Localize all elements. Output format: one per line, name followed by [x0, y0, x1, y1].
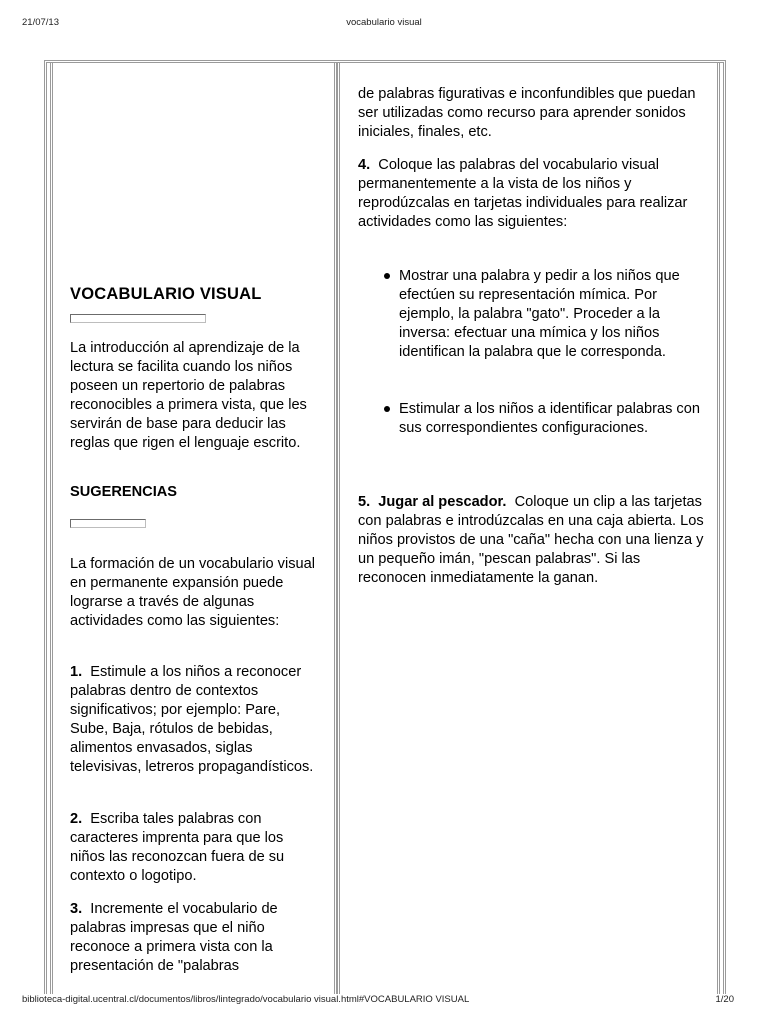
- item-number: 1.: [70, 664, 83, 680]
- list-item-1: [70, 663, 320, 777]
- bullet-icon: [384, 406, 390, 412]
- page-title: VOCABULARIO VISUAL: [70, 285, 262, 303]
- bullet-item-1: Mostrar una palabra y pedir a los niños que efectúen su representación mímica. Por ejemplo, la palabra "gato". Proceder a la inversa: efectuar una mímica y los niños identifican la palabra que le corresponda.: [399, 268, 680, 360]
- title-divider: [70, 314, 206, 323]
- header-date: 21/07/13: [22, 17, 59, 28]
- item-text: Escriba tales palabras con caracteres imprenta para que los niños las reconozcan fuera de su contexto o logotipo.: [70, 811, 285, 884]
- intro-paragraph: La introducción al aprendizaje de la lectura se facilita cuando los niños poseen un repertorio de palabras reconocibles a primera vista, que les servirán de base para deducir las reglas que rigen el lenguaje escrito.: [70, 340, 307, 451]
- suggestions-paragraph: La formación de un vocabulario visual en permanente expansión puede lograrse a través de algunas actividades como las siguientes:: [70, 556, 315, 629]
- item-number: 4.: [358, 157, 371, 173]
- list-item-4: [358, 156, 708, 232]
- item-heading: Jugar al pescador.: [378, 494, 507, 510]
- item-text: Coloque un clip a las tarjetas con palabras e introdúzcalas en una caja abierta. Los niños provistos de una "caña" hecha con una lienza y un pequeño imán, "pescan palabras". Si las reconocen inmediatamente la ganan.: [358, 494, 704, 586]
- bullet-icon: [384, 273, 390, 279]
- footer-url: biblioteca-digital.ucentral.cl/documentos/libros/lintegrado/vocabulario visual.html#VOCABULARIO VISUAL: [22, 994, 470, 1005]
- list-item-5: [358, 493, 708, 588]
- item-number: 3.: [70, 901, 83, 917]
- item-text: Incremente el vocabulario de palabras impresas que el niño reconoce a primera vista con la presentación de "palabras: [70, 901, 278, 974]
- item-text: Coloque las palabras del vocabulario visual permanentemente a la vista de los niños y reprodúzcalas en tarjetas individuales para realizar actividades como las siguientes:: [358, 157, 688, 230]
- section-subtitle: SUGERENCIAS: [70, 484, 178, 500]
- item-text: Estimule a los niños a reconocer palabras dentro de contextos significativos; por ejemplo: Pare, Sube, Baja, rótulos de bebidas, alimentos envasados, siglas televisivas, letreros propagandísticos.: [70, 664, 314, 775]
- item-number: 5.: [358, 494, 371, 510]
- header-title: vocabulario visual: [346, 17, 422, 28]
- footer-page-number: 1/20: [715, 994, 734, 1005]
- subtitle-divider: [70, 519, 146, 528]
- bullet-item-2: Estimular a los niños a identificar palabras con sus correspondientes configuraciones.: [399, 401, 700, 436]
- continued-paragraph: de palabras figurativas e inconfundibles que puedan ser utilizadas como recurso para aprender sonidos iniciales, finales, etc.: [358, 86, 696, 140]
- list-item-2: [70, 810, 320, 886]
- item-number: 2.: [70, 811, 83, 827]
- list-item-3: [70, 900, 320, 976]
